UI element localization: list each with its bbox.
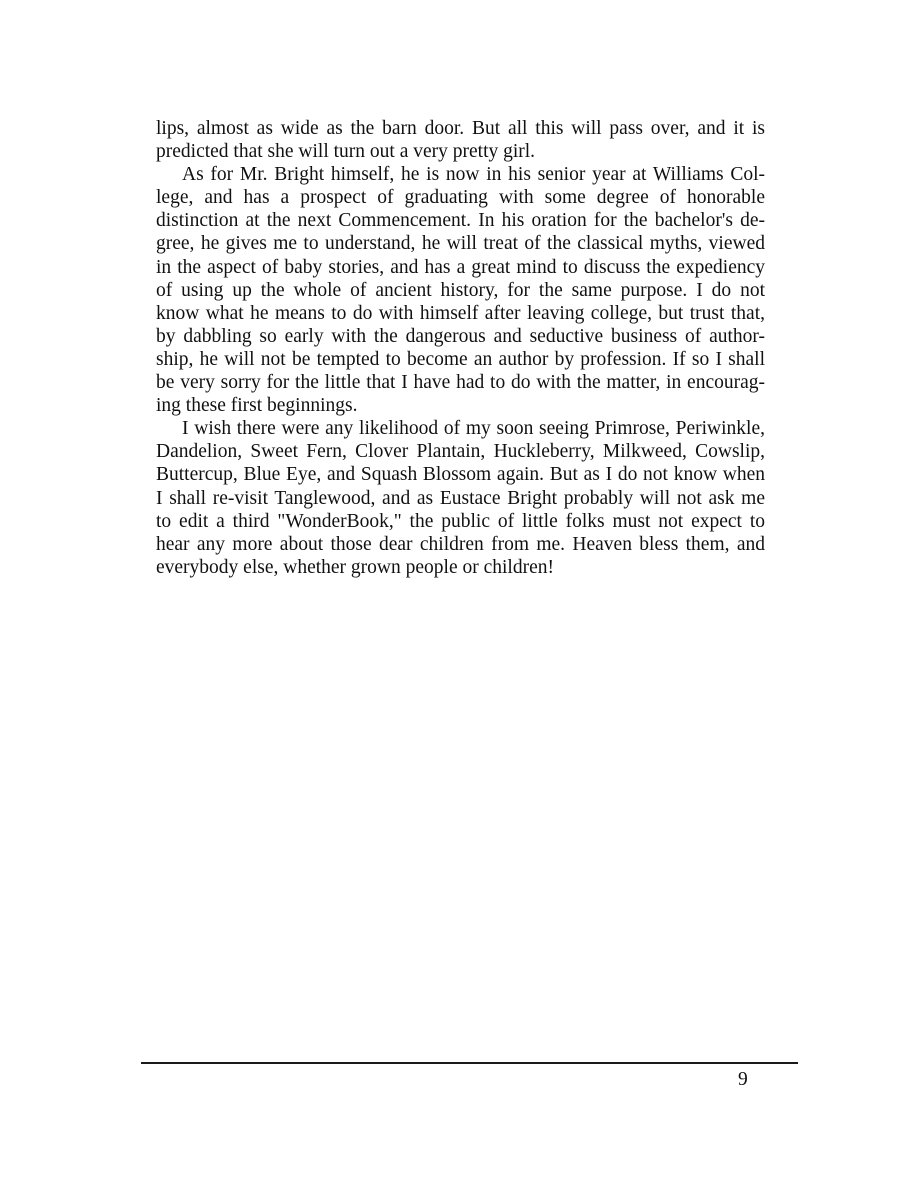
paragraph-3 [156,417,765,579]
text-line: lips, almost as wide as the barn door. But all this will pass over, and it is [156,118,765,139]
text-line: everybody else, whether grown people or children! [156,556,554,578]
paragraph-2 [156,163,765,417]
text-line: As for Mr. Bright himself, he is now in his senior year at Williams Col- [182,164,765,186]
text-line: Dandelion, Sweet Fern, Clover Plantain, Huckleberry, Milkweed, Cowslip, [156,441,765,463]
page-number: 9 [738,1069,748,1090]
text-line: I wish there were any likelihood of my soon seeing Primrose, Periwinkle, [182,418,765,440]
text-line: Buttercup, Blue Eye, and Squash Blossom again. But as I do not know when [156,464,765,486]
paragraph-1 [156,117,765,163]
footer-divider [141,1062,798,1064]
text-line: ship, he will not be tempted to become an author by profession. If so I shall [156,348,765,370]
text-line: I shall re-visit Tanglewood, and as Eustace Bright probably will not ask me [156,487,765,509]
body-text [156,117,765,579]
text-line: hear any more about those dear children from me. Heaven bless them, and [156,533,765,555]
text-line: be very sorry for the little that I have had to do with the matter, in encourag- [156,372,765,394]
text-line: by dabbling so early with the dangerous and seductive business of author- [156,325,765,347]
text-line: know what he means to do with himself after leaving college, but trust that, [156,302,765,324]
text-line: of using up the whole of ancient history, for the same purpose. I do not [156,279,765,301]
text-line: ing these first beginnings. [156,395,358,417]
text-line: to edit a third "WonderBook," the public of little folks must not expect to [156,510,765,532]
text-line: lege, and has a prospect of graduating with some degree of honorable [156,187,765,209]
text-line: in the aspect of baby stories, and has a great mind to discuss the expediency [156,256,765,278]
text-line: gree, he gives me to understand, he will treat of the classical myths, viewed [156,233,765,255]
text-line: distinction at the next Commencement. In his oration for the bachelor's de- [156,210,765,232]
text-line: predicted that she will turn out a very pretty girl. [156,141,536,163]
